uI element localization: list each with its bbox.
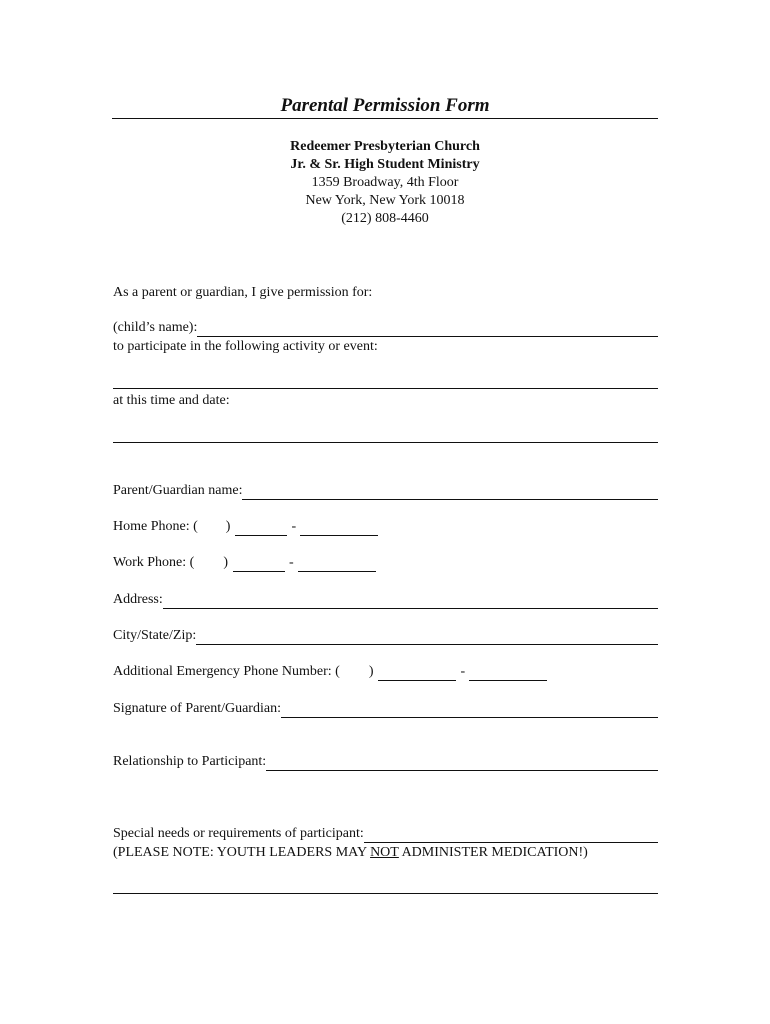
medication-note [113,844,588,862]
city-state-zip-field [113,627,658,645]
time-date-input[interactable] [113,442,658,443]
page-title: Parental Permission Form [280,95,490,116]
activity-text [113,338,378,356]
emergency-phone-label: Additional Emergency Phone Number: ( [113,664,340,679]
org-name: Redeemer Presbyterian Church [290,139,480,154]
city-state-zip-input[interactable] [196,630,658,645]
parent-name-input[interactable] [242,485,658,500]
title-divider [112,118,658,119]
org-address-line2: New York, New York 10018 [305,193,465,208]
org-address-line1: 1359 Broadway, 4th Floor [311,175,459,190]
relationship-field [113,753,658,771]
relationship-input[interactable] [266,756,658,771]
work-phone-field [113,554,376,572]
signature-input[interactable] [281,703,658,718]
special-needs-input[interactable] [364,828,658,843]
work-phone-paren: ) [223,555,228,570]
relationship-label: Relationship to Participant: [113,754,267,769]
intro-text [113,284,372,302]
home-phone-field [113,518,378,536]
child-name-input[interactable] [197,322,658,337]
intro-label: As a parent or guardian, I give permission for: [113,285,373,300]
note-emphasis: NOT [370,845,399,860]
special-needs-field [113,825,658,843]
home-phone-dash: - [291,519,297,534]
home-phone-line-input[interactable] [300,521,378,536]
child-name-label: (child’s name): [113,320,198,335]
emergency-phone-paren: ) [368,664,374,679]
time-date-label: at this time and date: [113,393,230,408]
parent-name-label: Parent/Guardian name: [113,483,243,498]
signature-label: Signature of Parent/Guardian: [113,701,281,716]
home-phone-paren: ) [225,519,231,534]
address-label: Address: [113,592,163,607]
emergency-phone-line-input[interactable] [469,666,547,681]
org-phone: (212) 808-4460 [341,211,429,226]
address-input[interactable] [163,594,658,609]
address-field [113,591,658,609]
home-phone-prefix-input[interactable] [235,521,287,536]
emergency-phone-prefix-input[interactable] [378,666,456,681]
special-needs-label: Special needs or requirements of participant: [113,826,364,841]
note-prefix: (PLEASE NOTE: YOUTH LEADERS MAY [113,845,371,860]
special-needs-extra-input[interactable] [113,893,658,894]
org-ministry: Jr. & Sr. High Student Ministry [290,157,480,172]
note-suffix: ADMINISTER MEDICATION!) [398,845,588,860]
work-phone-label: Work Phone: ( [113,555,195,570]
work-phone-dash: - [288,555,294,570]
work-phone-line-input[interactable] [298,557,376,572]
time-date-text [113,392,230,410]
emergency-phone-field [113,663,547,681]
city-state-zip-label: City/State/Zip: [113,628,197,643]
emergency-phone-dash: - [460,664,466,679]
signature-field [113,700,658,718]
home-phone-label: Home Phone: ( [113,519,198,534]
child-name-field [113,319,658,337]
activity-label: to participate in the following activity or event: [113,339,378,354]
activity-input[interactable] [113,388,658,389]
work-phone-prefix-input[interactable] [233,557,285,572]
parent-name-field [113,482,658,500]
